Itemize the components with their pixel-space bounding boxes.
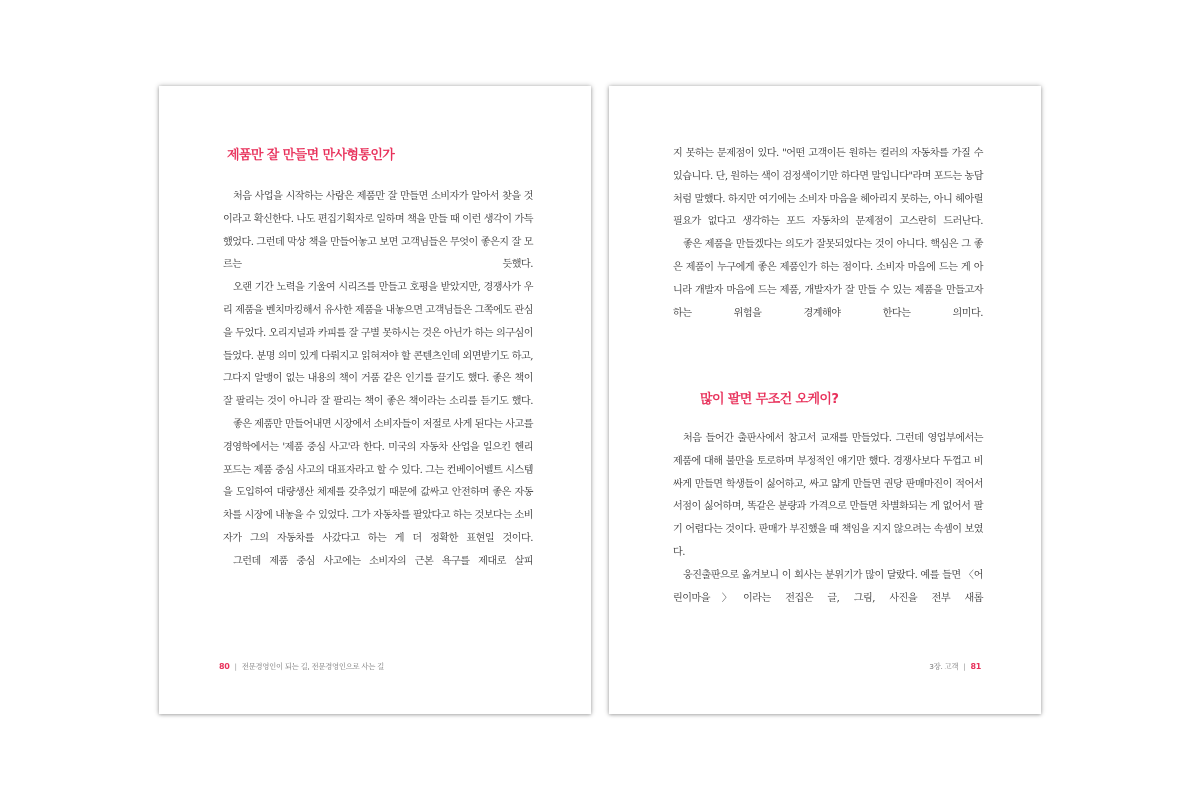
page-number: 81 <box>970 662 981 671</box>
section-heading-sell-more: 많이 팔면 무조건 오케이? <box>700 392 839 407</box>
running-title: 전문경영인이 되는 길, 전문경영인으로 사는 길 <box>241 662 384 671</box>
right-body-text <box>673 428 983 610</box>
paragraph: 웅진출판으로 옮겨보니 이 회사는 분위기가 많이 달랐다. 예를 들면 〈어린이마을〉이라는 전집은 글, 그림, 사진을 전부 새롭 <box>673 569 983 604</box>
page-number: 80 <box>219 662 230 671</box>
chapter-title: 3장. 고객 <box>929 662 959 671</box>
paragraph: 처음 사업을 시작하는 사람은 제품만 잘 만들면 소비자가 알아서 찾을 것이라고 확신한다. 나도 편집기획자로 일하며 책을 만들 때 이런 생각이 가득했었다. 그런데 막상 책을 만들어놓고 보면 고객님들은 무엇이 좋은지 잘 모르는 듯했다. <box>223 191 533 271</box>
right-page <box>609 86 1041 714</box>
folio-separator: | <box>234 662 237 671</box>
paragraph: 그런데 제품 중심 사고에는 소비자의 근본 욕구를 제대로 살피 <box>233 555 533 567</box>
folio-separator: | <box>963 662 966 671</box>
section-heading-product-centric: 제품만 잘 만들면 만사형통인가 <box>227 148 395 163</box>
paragraph: 처음 들어간 출판사에서 참고서 교재를 만들었다. 그런데 영업부에서는 제품에 대해 불만을 토로하며 부정적인 얘기만 했다. 경쟁사보다 두껍고 비싸게 만들면 학생들이 싫어하고, 싸고 얇게 만들면 권당 판매마진이 적어서 서점이 싫어하며, 똑같은 분량과 가격으로 만들면 차별화되는 게 없어서 팔기 어렵다는 것이다. 판매가 부진했을 때 책임을 지지 않으려는 속셈이 보였다. <box>673 433 983 558</box>
left-folio <box>219 661 384 672</box>
paragraph: 좋은 제품만 만들어내면 시장에서 소비자들이 저절로 사게 된다는 사고를 경영학에서는 '제품 중심 사고'라 한다. 미국의 자동차 산업을 일으킨 헨리 포드는 제품 중심 사고의 대표자라고 할 수 있다. 그는 컨베이어벨트 시스템을 도입하여 대량생산 체제를 갖추었기 때문에 값싸고 안전하며 좋은 자동차를 시장에 내놓을 수 있었다. 그가 자동차를 팔았다고 하는 것보다는 소비자가 그의 자동차를 사갔다고 하는 게 더 정확한 표현일 것이다. <box>223 418 533 544</box>
paragraph: 오랜 기간 노력을 기울여 시리즈를 만들고 호평을 받았지만, 경쟁사가 우리 제품을 벤치마킹해서 유사한 제품을 내놓으면 고객님들은 그쪽에도 관심을 두었다. 오리지널과 카피를 잘 구별 못하시는 것은 아닌가 하는 의구심이 들었다. 분명 의미 있게 다뤄지고 읽혀져야 할 콘텐츠인데 외면받기도 하고, 그다지 알맹이 없는 내용의 책이 거품 같은 인기를 끌기도 했다. 좋은 책이 잘 팔리는 것이 아니라 잘 팔리는 책이 좋은 책이라는 소리를 듣기도 했다. <box>223 282 533 408</box>
right-folio <box>929 661 981 672</box>
paragraph: 지 못하는 문제점이 있다. "어떤 고객이든 원하는 컬러의 자동차를 가질 수 있습니다. 단, 원하는 색이 검정색이기만 하다면 말입니다"라며 포드는 농담처럼 말했다. 하지만 여기에는 소비자 마음을 헤아리지 못하는, 아니 헤아릴 필요가 없다고 생각하는 포드 자동차의 문제점이 고스란히 드러난다. <box>673 148 983 228</box>
right-body-continuation <box>673 143 983 325</box>
paragraph: 좋은 제품을 만들겠다는 의도가 잘못되었다는 것이 아니다. 핵심은 그 좋은 제품이 누구에게 좋은 제품인가 하는 점이다. 소비자 마음에 드는 게 아니라 개발자 마음에 드는 제품, 개발자가 잘 만들 수 있는 제품을 만들고자 하는 위험을 경계해야 한다는 의미다. <box>673 239 983 319</box>
left-page <box>159 86 591 714</box>
left-body-text <box>223 186 533 574</box>
